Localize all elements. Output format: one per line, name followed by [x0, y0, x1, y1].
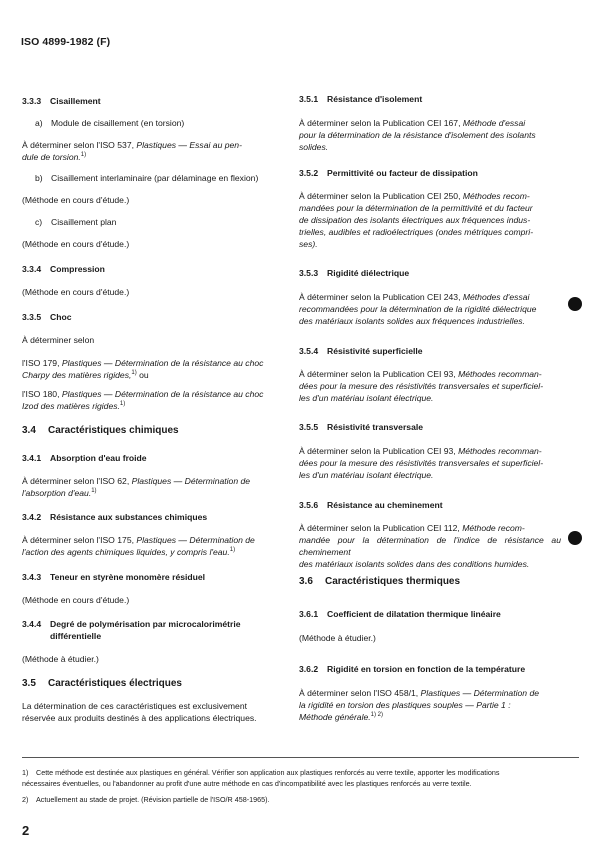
paragraph: À déterminer selon l'ISO 175, Plastiques — Détermination de l'action des agents chimiques liquides, y compris l'eau.$^{1)}$	[22, 535, 255, 557]
footnote-1: 1) Cette méthode est destinée aux plastiques en général. Vérifier son application aux plastiques renforcés au verre textile, apporter les modifications nécessaires éventuelles, ou l'abandonner au profit d'une autre méthode en cas d'incompatibilité avec les plastiques renforcés au verre textile.	[22, 768, 500, 788]
section-3-4-4: 3.4.4 Degré de polymérisation par microcalorimétrie différentielle	[22, 619, 241, 641]
paragraph: (Méthode en cours d'étude.)	[22, 239, 130, 249]
paragraph: À déterminer selon la Publication CEI 167, Méthode d'essai pour la détermination de la résistance d'isolement des isolants solides.	[299, 118, 536, 152]
section-3-5: 3.5 Caractéristiques électriques	[22, 678, 182, 689]
paragraph: À déterminer selon la Publication CEI 250, Méthodes recom- mandées pour la détermination de la permittivité et du facteur de dissipation des isolants électriques aux fréquences indus- trielles, audibles et radioélectriques (ondes métriques compri- ses).	[299, 191, 534, 249]
paragraph: (Méthode à étudier.)	[22, 654, 99, 664]
paragraph: (Méthode en cours d'étude.)	[22, 195, 130, 205]
paragraph: (Méthode à étudier.)	[299, 633, 376, 643]
paragraph: l'ISO 180, Plastiques — Détermination de la résistance au choc Izod des matières rigides.$^{1)}$	[22, 389, 264, 411]
paragraph: À déterminer selon l'ISO 458/1, Plastiques — Détermination de la rigidité en torsion des plastiques souples — Partie 1 : Méthode générale.$^{1) 2)}$	[299, 688, 540, 722]
section-3-5-4: 3.5.4 Résistivité superficielle	[299, 346, 423, 356]
paragraph: l'ISO 179, Plastiques — Détermination de la résistance au choc Charpy des matières rigides,$^{1)}$ ou	[22, 358, 264, 380]
paragraph: À déterminer selon la Publication CEI 93, Méthodes recomman- dées pour la mesure des résistivités transversales et superficiel- les d'un matériau isolant électrique.	[299, 369, 544, 403]
list-item-c: c) Cisaillement plan	[35, 217, 117, 227]
section-3-5-6: 3.5.6 Résistance au cheminement	[299, 500, 443, 510]
section-heading: 3.3.3 Cisaillement	[22, 96, 101, 106]
section-3-5-1: 3.5.1 Résistance d'isolement	[299, 94, 423, 104]
paragraph: À déterminer selon la Publication CEI 93, Méthodes recomman- dées pour la mesure des résistivités transversales et superficiel- les d'un matériau isolant électrique.	[299, 446, 544, 480]
section-3-5-5: 3.5.5 Résistivité transversale	[299, 422, 424, 432]
section-3-6-1: 3.6.1 Coefficient de dilatation thermique linéaire	[299, 609, 501, 619]
footnote-divider	[22, 757, 579, 758]
section-3-6-2: 3.6.2 Rigidité en torsion en fonction de la température	[299, 664, 526, 674]
margin-bullet-marker	[568, 531, 582, 545]
paragraph: À déterminer selon la Publication CEI 112, Méthode recom- mandée pour la détermination de l'indice de résistance au cheminement des matériaux isolants solides dans des conditions humides.	[299, 523, 561, 569]
section-3-6: 3.6 Caractéristiques thermiques	[299, 576, 461, 587]
paragraph: À déterminer selon	[22, 335, 95, 345]
margin-bullet-marker	[568, 297, 582, 311]
page-number: 2	[22, 823, 30, 838]
section-3-4-2: 3.4.2 Résistance aux substances chimiques	[22, 512, 208, 522]
section-3-4: 3.4 Caractéristiques chimiques	[22, 425, 179, 436]
paragraph: (Méthode en cours d'étude.)	[22, 595, 130, 605]
paragraph: À déterminer selon l'ISO 537, Plastiques — Essai au pen- dule de torsion.$^{1)}$	[22, 140, 242, 162]
section-3-3-5: 3.3.5 Choc	[22, 312, 72, 322]
paragraph: À déterminer selon l'ISO 62, Plastiques — Détermination de l'absorption d'eau.$^{1)}$	[22, 476, 251, 498]
list-item-b: b) Cisaillement interlaminaire (par délaminage en flexion)	[35, 173, 259, 183]
section-3-5-3: 3.5.3 Rigidité diélectrique	[299, 268, 410, 278]
section-3-5-2: 3.5.2 Permittivité ou facteur de dissipation	[299, 168, 478, 178]
section-3-4-1: 3.4.1 Absorption d'eau froide	[22, 453, 147, 463]
footnote-2: 2) Actuellement au stade de projet. (Révision partielle de l'ISO/R 458-1965).	[22, 795, 270, 804]
paragraph: À déterminer selon la Publication CEI 243, Méthodes d'essai recommandées pour la détermination de la rigidité diélectrique des matériaux isolants solides aux fréquences industrielles.	[299, 292, 537, 326]
list-item-a: a) Module de cisaillement (en torsion)	[35, 118, 185, 128]
paragraph: (Méthode en cours d'étude.)	[22, 287, 130, 297]
section-3-3-3	[22, 96, 284, 106]
paragraph: La détermination de ces caractéristiques est exclusivement réservée aux produits destinés à des applications électriques.	[22, 701, 257, 723]
document-header: ISO 4899-1982 (F)	[21, 36, 111, 48]
section-3-3-4: 3.3.4 Compression	[22, 264, 105, 274]
section-3-4-3: 3.4.3 Teneur en styrène monomère résiduel	[22, 572, 206, 582]
